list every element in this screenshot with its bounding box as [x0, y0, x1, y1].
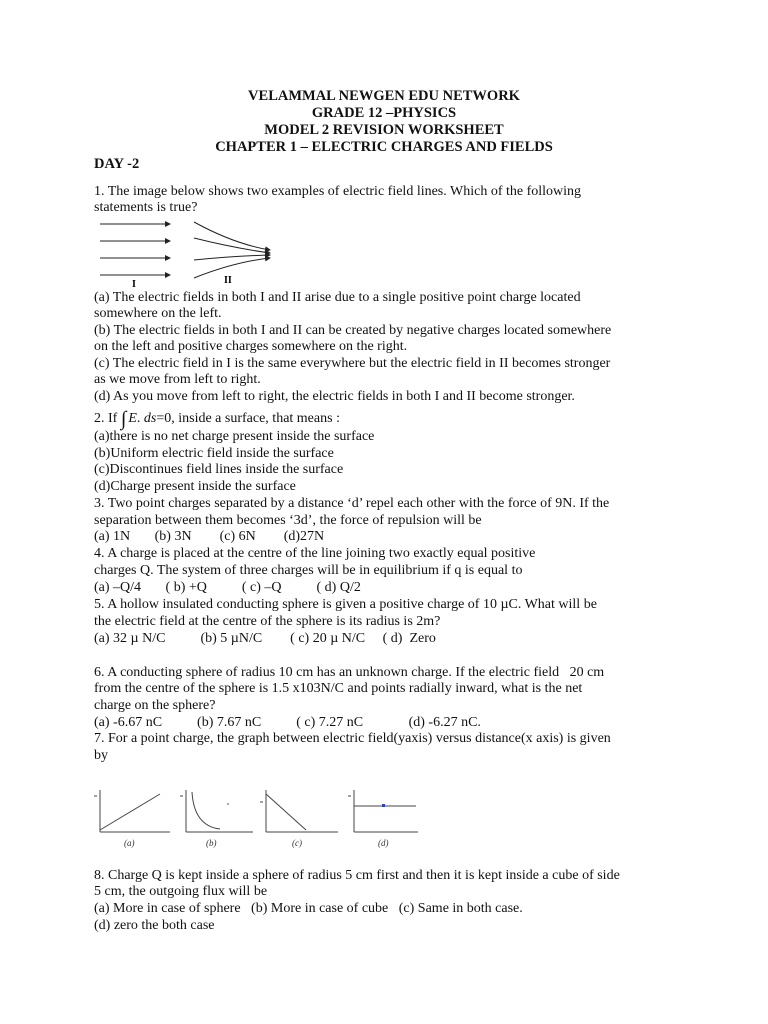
q1-option-a: (a) The electric fields in both I and II arise due to a single positive point charge located: [94, 290, 581, 305]
q5-text: 5. A hollow insulated conducting sphere is given a positive charge of 10 µC. What will be: [94, 597, 597, 612]
grade-title: GRADE 12 –PHYSICS: [311, 105, 457, 121]
graph-a-label: (a): [124, 838, 135, 848]
q2-expr-dot: .: [136, 411, 144, 426]
q8-text-cont: 5 cm, the outgoing flux will be: [94, 884, 268, 899]
converging-field-lines: [194, 222, 270, 278]
graph-a-linear: [94, 790, 170, 832]
q6-options: (a) -6.67 nC (b) 7.67 nC ( c) 7.27 nC (d) -6.27 nC.: [94, 715, 481, 730]
q2-prefix: 2. If: [94, 411, 121, 426]
q2-option-c: (c)Discontinues field lines inside the surface: [94, 462, 344, 477]
q1-option-b: (b) The electric fields in both I and II can be created by negative charges located somewhere: [94, 323, 612, 338]
q2-expr-ds: ds: [143, 411, 157, 426]
worksheet-title: MODEL 2 REVISION WORKSHEET: [264, 122, 504, 138]
q8-options: (a) More in case of sphere (b) More in case of cube (c) Same in both case.: [94, 901, 523, 916]
q8-option-d: (d) zero the both case: [94, 918, 215, 933]
graph-d-constant: [348, 790, 418, 832]
q4-text: 4. A charge is placed at the centre of the line joining two exactly equal positive: [94, 546, 536, 561]
q3-text-cont: separation between them becomes ‘3d’, the force of repulsion will be: [94, 513, 482, 528]
q8-text: 8. Charge Q is kept inside a sphere of radius 5 cm first and then it is kept inside a cube of side: [94, 868, 620, 883]
q1-option-c: (c) The electric field in I is the same everywhere but the electric field in II becomes stronger: [94, 356, 611, 371]
q1-option-c-cont: as we move from left to right.: [94, 372, 261, 387]
graph-c-decreasing: [260, 790, 338, 832]
graph-b-dot: [227, 803, 229, 805]
field-distance-graphs: [88, 782, 428, 852]
q7-text-cont: by: [94, 748, 108, 763]
q1-text: 1. The image below shows two examples of electric field lines. Which of the following: [94, 184, 582, 199]
figure-label-ii: II: [224, 275, 232, 286]
q2-text: [94, 408, 340, 430]
field-lines-figure: [94, 216, 274, 290]
q3-text: 3. Two point charges separated by a distance ‘d’ repel each other with the force of 9N. If the: [94, 496, 610, 511]
graph-c-label: (c): [292, 838, 302, 848]
graph-b-inverse: [180, 790, 253, 832]
q5-options: (a) 32 µ N/C (b) 5 µN/C ( c) 20 µ N/C ( d) Zero: [94, 631, 436, 646]
q2-option-d: (d)Charge present inside the surface: [94, 479, 296, 494]
q6-text-cont: from the centre of the sphere is 1.5 x103N/C and points radially inward, what is the net: [94, 681, 583, 696]
q1-text-cont: statements is true?: [94, 200, 198, 215]
q1-option-d: (d) As you move from left to right, the electric fields in both I and II become stronger.: [94, 389, 575, 404]
figure-label-i: I: [132, 279, 136, 290]
q6-text-cont-2: charge on the sphere?: [94, 698, 216, 713]
q3-options: (a) 1N (b) 3N (c) 6N (d)27N: [94, 529, 325, 544]
q2-suffix: , inside a surface, that means :: [171, 411, 340, 426]
q5-text-cont: the electric field at the centre of the sphere is its radius is 2m?: [94, 614, 441, 629]
q2-option-b: (b)Uniform electric field inside the surface: [94, 446, 334, 461]
q7-text: 7. For a point charge, the graph between electric field(yaxis) versus distance(x axis) is given: [94, 731, 611, 746]
q1-option-b-cont: on the left and positive charges somewhere on the right.: [94, 339, 408, 354]
q6-text: 6. A conducting sphere of radius 10 cm has an unknown charge. If the electric field 20 cm: [94, 665, 605, 680]
integral-symbol: ∫: [120, 408, 127, 430]
graph-d-marker: [382, 804, 385, 807]
q2-option-a: (a)there is no net charge present inside the surface: [94, 429, 375, 444]
graph-b-label: (b): [206, 838, 217, 848]
q2-expr-e: E: [128, 411, 137, 426]
graph-d-label: (d): [378, 838, 389, 848]
q2-expr-eq: =0: [156, 411, 172, 426]
q4-options: (a) –Q/4 ( b) +Q ( c) –Q ( d) Q/2: [94, 580, 361, 595]
q1-option-a-cont: somewhere on the left.: [94, 306, 222, 321]
chapter-title: CHAPTER 1 – ELECTRIC CHARGES AND FIELDS: [215, 139, 553, 155]
q4-text-cont: charges Q. The system of three charges will be in equilibrium if q is equal to: [94, 563, 523, 578]
school-name: VELAMMAL NEWGEN EDU NETWORK: [248, 88, 520, 104]
uniform-field-lines: [100, 224, 170, 275]
day-label: DAY -2: [94, 156, 140, 172]
